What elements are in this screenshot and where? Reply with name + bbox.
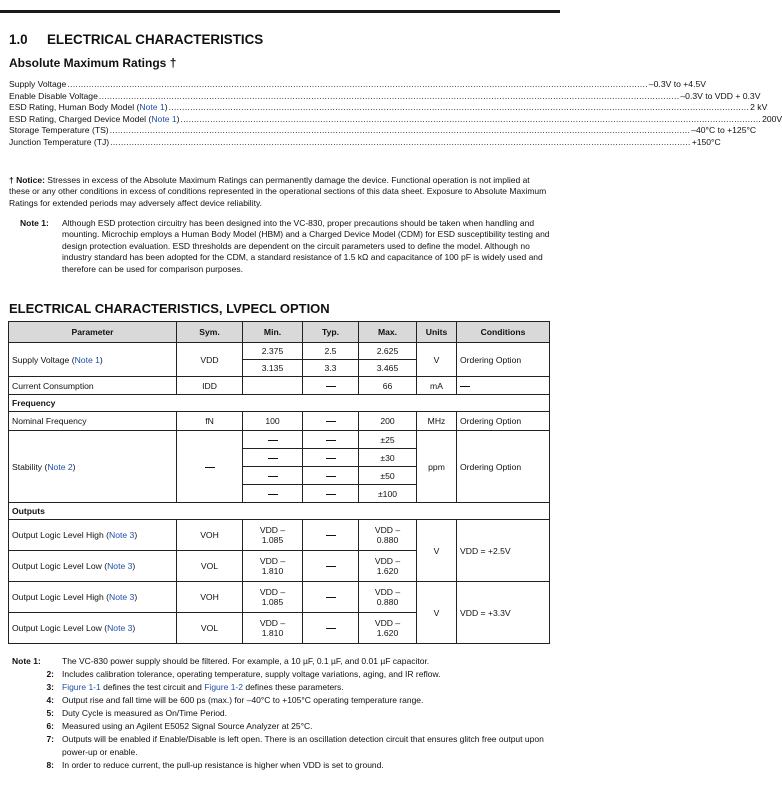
typ-cell bbox=[303, 449, 359, 467]
units-cell: mA bbox=[417, 377, 457, 395]
footnote-text: The VC-830 power supply should be filtered. For example, a 10 µF, 0.1 µF, and 0.01 µF capacitor. bbox=[62, 656, 430, 666]
footnote bbox=[12, 681, 552, 694]
cond-cell: Ordering Option bbox=[457, 431, 550, 503]
cond-cell: Ordering Option bbox=[457, 343, 550, 377]
esd-note-text: Although ESD protection circuitry has been designed into the VC-830, proper precautions should be taken when handling and mounting. Microchip employs a Human Body Model (HBM) and a Charged Device Model (CDM) for ESD susceptibility testing and design protection evaluation. ESD thresholds are dependent on the circuit parameters used to define the model. Although no industry standard has been adopted for the CDM, a standard resistance of 1.5 kΩ and capacitance of 100 pF is widely used and therefore can be used for comparison purposes. bbox=[62, 218, 550, 274]
min-cell bbox=[243, 377, 303, 395]
table-row bbox=[9, 582, 550, 613]
max-cell: ±50 bbox=[359, 467, 417, 485]
table-row bbox=[9, 377, 550, 395]
typ-cell bbox=[303, 485, 359, 503]
cond-cell: Ordering Option bbox=[457, 412, 550, 431]
footnote-text: In order to reduce current, the pull-up resistance is higher when VDD is set to ground. bbox=[62, 760, 384, 770]
header-parameter: Parameter bbox=[9, 322, 177, 343]
dash-mark bbox=[460, 386, 470, 387]
dash-mark bbox=[326, 440, 336, 441]
param-cell: Output Logic Level High (Note 3) bbox=[9, 582, 177, 613]
section-number: 1.0 bbox=[9, 32, 28, 47]
min-cell: 2.375 bbox=[243, 343, 303, 360]
amr-label: Junction Temperature (TJ) bbox=[9, 136, 110, 147]
param-cell: Output Logic Level High (Note 3) bbox=[9, 520, 177, 551]
footnote-key: Note 1: bbox=[12, 656, 41, 666]
section-heading: ELECTRICAL CHARACTERISTICS bbox=[47, 32, 264, 47]
section-label: Frequency bbox=[9, 395, 550, 412]
units-cell: V bbox=[417, 520, 457, 582]
amr-row-enable bbox=[9, 90, 761, 103]
max-cell: ±25 bbox=[359, 431, 417, 449]
sym-cell: VOH bbox=[177, 520, 243, 551]
amr-value: –40°C to +125°C bbox=[691, 125, 757, 136]
footnote-text: Measured using an Agilent E5052 Signal Source Analyzer at 25°C. bbox=[62, 721, 313, 731]
amr-label: Supply Voltage bbox=[9, 79, 67, 89]
amr-value: –0.3V to +4.5V bbox=[648, 79, 706, 89]
dash-mark bbox=[268, 494, 278, 495]
esd-note bbox=[20, 218, 550, 275]
footnote-key: 6: bbox=[46, 721, 54, 731]
amr-value: +150°C bbox=[691, 136, 721, 147]
amr-label: ESD Rating, Charged Device Model ( bbox=[9, 113, 152, 124]
section-row-outputs bbox=[9, 503, 550, 520]
section-label: Outputs bbox=[9, 503, 550, 520]
max-cell: VDD – 1.620 bbox=[359, 551, 417, 582]
note-link[interactable]: Note 3 bbox=[108, 592, 135, 602]
header-min: Min. bbox=[243, 322, 303, 343]
min-cell bbox=[243, 431, 303, 449]
min-cell bbox=[243, 467, 303, 485]
dash-mark bbox=[326, 597, 336, 598]
footnote-key: 5: bbox=[46, 708, 54, 718]
dash-mark bbox=[268, 440, 278, 441]
param-cell: Nominal Frequency bbox=[9, 412, 177, 431]
amr-label-suffix: ) bbox=[176, 113, 180, 124]
amr-label: Enable Disable Voltage bbox=[9, 90, 98, 101]
notice-paragraph bbox=[9, 175, 549, 209]
note-link[interactable]: Note 1 bbox=[139, 102, 165, 113]
header-rule bbox=[0, 10, 560, 13]
typ-cell: 3.3 bbox=[303, 360, 359, 377]
dash-mark bbox=[326, 476, 336, 477]
amr-label: ESD Rating, Human Body Model ( bbox=[9, 102, 140, 113]
footnote-key: 2: bbox=[46, 669, 54, 679]
max-cell: 66 bbox=[359, 377, 417, 395]
amr-value: 200V bbox=[762, 113, 782, 124]
typ-cell bbox=[303, 582, 359, 613]
max-cell: ±100 bbox=[359, 485, 417, 503]
footnote bbox=[12, 655, 552, 668]
max-cell: 3.465 bbox=[359, 360, 417, 377]
cond-cell: VDD = +3.3V bbox=[457, 582, 550, 644]
max-cell: ±30 bbox=[359, 449, 417, 467]
amr-row-esd-hbm bbox=[9, 102, 768, 114]
sym-cell bbox=[177, 431, 243, 503]
typ-cell bbox=[303, 520, 359, 551]
footnote bbox=[12, 668, 552, 681]
header-typ: Typ. bbox=[303, 322, 359, 343]
footnote-key: 7: bbox=[46, 734, 54, 744]
leader-dots: ........................................................................................................................................................................................................................ bbox=[180, 113, 762, 124]
table-row bbox=[9, 431, 550, 449]
typ-cell bbox=[303, 551, 359, 582]
leader-dots: ........................................................................................................................................................................................................................ bbox=[98, 90, 680, 101]
leader-dots: ........................................................................................................................................................................................................................ bbox=[110, 136, 691, 147]
note-link[interactable]: Note 1 bbox=[151, 113, 177, 124]
min-cell bbox=[243, 449, 303, 467]
amr-label: Storage Temperature (TS) bbox=[9, 125, 109, 136]
amr-value: 2 kV bbox=[750, 102, 768, 113]
max-cell: VDD – 0.880 bbox=[359, 582, 417, 613]
footnote-text: Outputs will be enabled if Enable/Disable is left open. There is an oscillation detection circuit that ensures glitch free output upon power-up or enable. bbox=[62, 734, 544, 757]
dash-mark bbox=[326, 535, 336, 536]
max-cell: VDD – 1.620 bbox=[359, 613, 417, 644]
header-rule-area bbox=[0, 0, 560, 16]
dash-mark bbox=[326, 566, 336, 567]
min-cell: VDD – 1.810 bbox=[243, 551, 303, 582]
footnote-key: 3: bbox=[46, 682, 54, 692]
sym-cell: IDD bbox=[177, 377, 243, 395]
footnote-key: 8: bbox=[46, 760, 54, 770]
param-cell: Output Logic Level Low (Note 3) bbox=[9, 613, 177, 644]
footnote bbox=[12, 707, 552, 720]
footnote-text: Output rise and fall time will be 600 ps (max.) for –40°C to +105°C operating temperature range. bbox=[62, 695, 424, 705]
sym-cell: VDD bbox=[177, 343, 243, 377]
note-link[interactable]: Note 3 bbox=[107, 561, 133, 571]
amr-row-supply bbox=[9, 79, 706, 91]
sym-cell: fN bbox=[177, 412, 243, 431]
dash-mark bbox=[268, 476, 278, 477]
footnote-text: Figure 1-1 defines the test circuit and Figure 1-2 defines these parameters. bbox=[62, 682, 344, 692]
electrical-characteristics-table bbox=[8, 321, 550, 644]
amr-row-junction-temp bbox=[9, 136, 721, 149]
min-cell: VDD – 1.085 bbox=[243, 520, 303, 551]
notice-text: Stresses in excess of the Absolute Maximum Ratings can permanently damage the device. Functional operation is not implied at these or any other conditions in excess of conditions represented in the operational sections of this data sheet. Exposure to Absolute Maximum Ratings for extended periods may adversely affect device reliability. bbox=[9, 175, 547, 208]
cond-cell bbox=[457, 377, 550, 395]
param-cell: Output Logic Level Low (Note 3) bbox=[9, 551, 177, 582]
footnotes bbox=[12, 655, 552, 772]
header-max: Max. bbox=[359, 322, 417, 343]
min-cell: VDD – 1.085 bbox=[243, 582, 303, 613]
min-cell: 100 bbox=[243, 412, 303, 431]
units-cell: ppm bbox=[417, 431, 457, 503]
sym-cell: VOL bbox=[177, 551, 243, 582]
footnote-text: Includes calibration tolerance, operating temperature, supply voltage variations, aging, and IR reflow. bbox=[62, 669, 441, 679]
typ-cell bbox=[303, 431, 359, 449]
amr-row-storage-temp bbox=[9, 125, 757, 137]
dash-mark bbox=[326, 458, 336, 459]
amr-list bbox=[9, 79, 782, 149]
note-link[interactable]: Note 3 bbox=[107, 623, 133, 633]
typ-cell bbox=[303, 412, 359, 431]
ec-table-title: ELECTRICAL CHARACTERISTICS, LVPECL OPTION bbox=[9, 301, 330, 316]
amr-label-suffix: ) bbox=[164, 102, 168, 113]
table-header-row bbox=[9, 322, 550, 343]
max-cell: VDD – 0.880 bbox=[359, 520, 417, 551]
amr-row-esd-cdm bbox=[9, 113, 782, 126]
notice-prefix: † Notice: bbox=[9, 175, 45, 185]
note-link[interactable]: Note 3 bbox=[108, 530, 135, 540]
footnote bbox=[12, 720, 552, 733]
header-sym: Sym. bbox=[177, 322, 243, 343]
typ-cell bbox=[303, 613, 359, 644]
header-units: Units bbox=[417, 322, 457, 343]
typ-cell: 2.5 bbox=[303, 343, 359, 360]
units-cell: V bbox=[417, 582, 457, 644]
param-cell: Current Consumption bbox=[9, 377, 177, 395]
dash-mark bbox=[268, 458, 278, 459]
max-cell: 2.625 bbox=[359, 343, 417, 360]
table-row bbox=[9, 343, 550, 360]
figure-link[interactable]: Figure 1-2 bbox=[204, 682, 243, 692]
units-cell: MHz bbox=[417, 412, 457, 431]
header-conditions: Conditions bbox=[457, 322, 550, 343]
note-link[interactable]: Note 1 bbox=[74, 354, 100, 365]
dash-mark bbox=[326, 421, 336, 422]
param-cell: Supply Voltage (Note 1) bbox=[9, 343, 177, 377]
cond-cell: VDD = +2.5V bbox=[457, 520, 550, 582]
min-cell bbox=[243, 485, 303, 503]
param-cell: Stability (Note 2) bbox=[9, 431, 177, 503]
dash-mark bbox=[326, 494, 336, 495]
esd-note-key: Note 1: bbox=[20, 218, 49, 228]
table-row bbox=[9, 520, 550, 551]
min-cell: 3.135 bbox=[243, 360, 303, 377]
table-row bbox=[9, 412, 550, 431]
amr-value: –0.3V to VDD + 0.3V bbox=[680, 90, 761, 101]
sym-cell: VOH bbox=[177, 582, 243, 613]
max-cell: 200 bbox=[359, 412, 417, 431]
units-cell: V bbox=[417, 343, 457, 377]
footnote bbox=[12, 759, 552, 772]
footnote-key: 4: bbox=[46, 695, 54, 705]
section-title bbox=[9, 32, 263, 47]
min-cell: VDD – 1.810 bbox=[243, 613, 303, 644]
note-link[interactable]: Note 2 bbox=[47, 461, 73, 472]
typ-cell bbox=[303, 377, 359, 395]
leader-dots: ........................................................................................................................................................................................................................ bbox=[168, 102, 750, 113]
leader-dots: ........................................................................................................................................................................................................................ bbox=[67, 79, 648, 89]
footnote bbox=[12, 733, 552, 759]
typ-cell bbox=[303, 467, 359, 485]
section-row-frequency bbox=[9, 395, 550, 412]
sym-cell: VOL bbox=[177, 613, 243, 644]
dash-mark bbox=[326, 628, 336, 629]
amr-title: Absolute Maximum Ratings † bbox=[9, 56, 177, 70]
leader-dots: ........................................................................................................................................................................................................................ bbox=[109, 125, 691, 136]
dash-mark bbox=[205, 467, 215, 468]
footnote-text: Duty Cycle is measured as On/Time Period. bbox=[62, 708, 228, 718]
figure-link[interactable]: Figure 1-1 bbox=[62, 682, 101, 692]
footnote bbox=[12, 694, 552, 707]
dash-mark bbox=[326, 386, 336, 387]
